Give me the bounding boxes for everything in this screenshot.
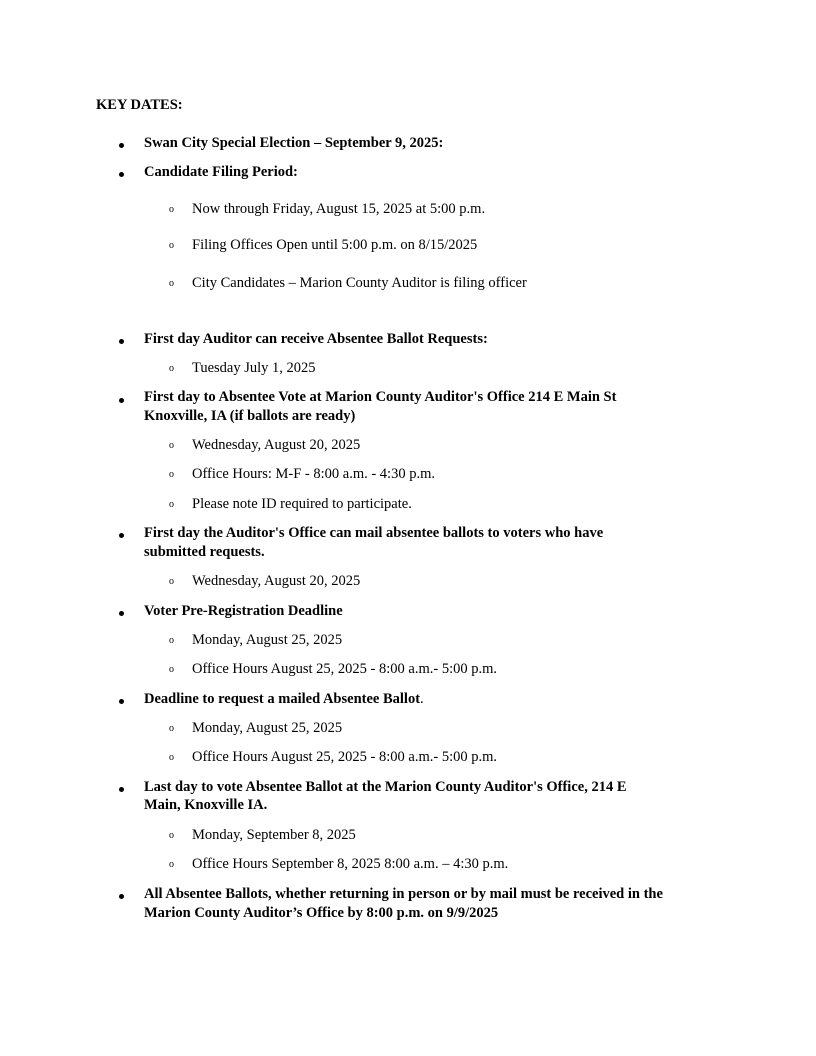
list-item: Office Hours August 25, 2025 - 8:00 a.m.- 5:00 p.m. (192, 749, 498, 765)
circle-bullet-icon: o (169, 204, 174, 215)
circle-bullet-icon: o (169, 752, 174, 763)
section-title: All Absentee Ballots, whether returning in person or by mail must be received in the (144, 886, 663, 902)
section-title: First day to Absentee Vote at Marion County Auditor's Office 214 E Main St (144, 389, 617, 405)
section-title: submitted requests. (144, 544, 265, 560)
section-title-line (144, 691, 424, 708)
section-title: First day Auditor can receive Absentee Ballot Requests: (144, 331, 488, 347)
bullet-icon (119, 339, 124, 344)
circle-bullet-icon: o (169, 635, 174, 646)
circle-bullet-icon: o (169, 469, 174, 480)
section-title: Knoxville, IA (if ballots are ready) (144, 408, 356, 424)
list-item: Now through Friday, August 15, 2025 at 5:00 p.m. (192, 201, 486, 217)
list-item: Office Hours August 25, 2025 - 8:00 a.m.- 5:00 p.m. (192, 661, 498, 677)
bullet-icon (119, 398, 124, 403)
bullet-icon (119, 611, 124, 616)
list-item: Wednesday, August 20, 2025 (192, 573, 361, 589)
list-item: Office Hours September 8, 2025 8:00 a.m. – 4:30 p.m. (192, 856, 509, 872)
circle-bullet-icon: o (169, 278, 174, 289)
circle-bullet-icon: o (169, 859, 174, 870)
circle-bullet-icon: o (169, 240, 174, 251)
bullet-icon (119, 699, 124, 704)
list-item: Filing Offices Open until 5:00 p.m. on 8/15/2025 (192, 237, 478, 253)
circle-bullet-icon: o (169, 440, 174, 451)
bullet-icon (119, 787, 124, 792)
circle-bullet-icon: o (169, 363, 174, 374)
bullet-icon (119, 143, 124, 148)
list-item: Monday, August 25, 2025 (192, 720, 343, 736)
circle-bullet-icon: o (169, 664, 174, 675)
list-item: Monday, September 8, 2025 (192, 827, 356, 843)
list-item: City Candidates – Marion County Auditor is filing officer (192, 275, 527, 291)
section-title: Main, Knoxville IA. (144, 797, 268, 813)
bullet-icon (119, 533, 124, 538)
list-item: Tuesday July 1, 2025 (192, 360, 316, 376)
circle-bullet-icon: o (169, 576, 174, 587)
section-title: Marion County Auditor’s Office by 8:00 p.m. on 9/9/2025 (144, 905, 499, 921)
list-item: Monday, August 25, 2025 (192, 632, 343, 648)
circle-bullet-icon: o (169, 723, 174, 734)
list-item: Office Hours: M-F - 8:00 a.m. - 4:30 p.m. (192, 466, 435, 482)
list-item: Please note ID required to participate. (192, 496, 412, 512)
bullet-icon (119, 894, 124, 899)
circle-bullet-icon: o (169, 499, 174, 510)
section-title: Last day to vote Absentee Ballot at the Marion County Auditor's Office, 214 E (144, 779, 627, 795)
bullet-icon (119, 172, 124, 177)
circle-bullet-icon: o (169, 830, 174, 841)
section-title: Swan City Special Election – September 9, 2025: (144, 135, 444, 151)
section-title: Candidate Filing Period: (144, 164, 298, 180)
section-title: Voter Pre-Registration Deadline (144, 603, 343, 619)
page-heading: KEY DATES: (96, 97, 183, 113)
list-item: Wednesday, August 20, 2025 (192, 437, 361, 453)
section-title-suffix: . (420, 691, 424, 707)
section-title: First day the Auditor's Office can mail absentee ballots to voters who have (144, 525, 604, 541)
section-title: Deadline to request a mailed Absentee Ballot (144, 691, 421, 707)
